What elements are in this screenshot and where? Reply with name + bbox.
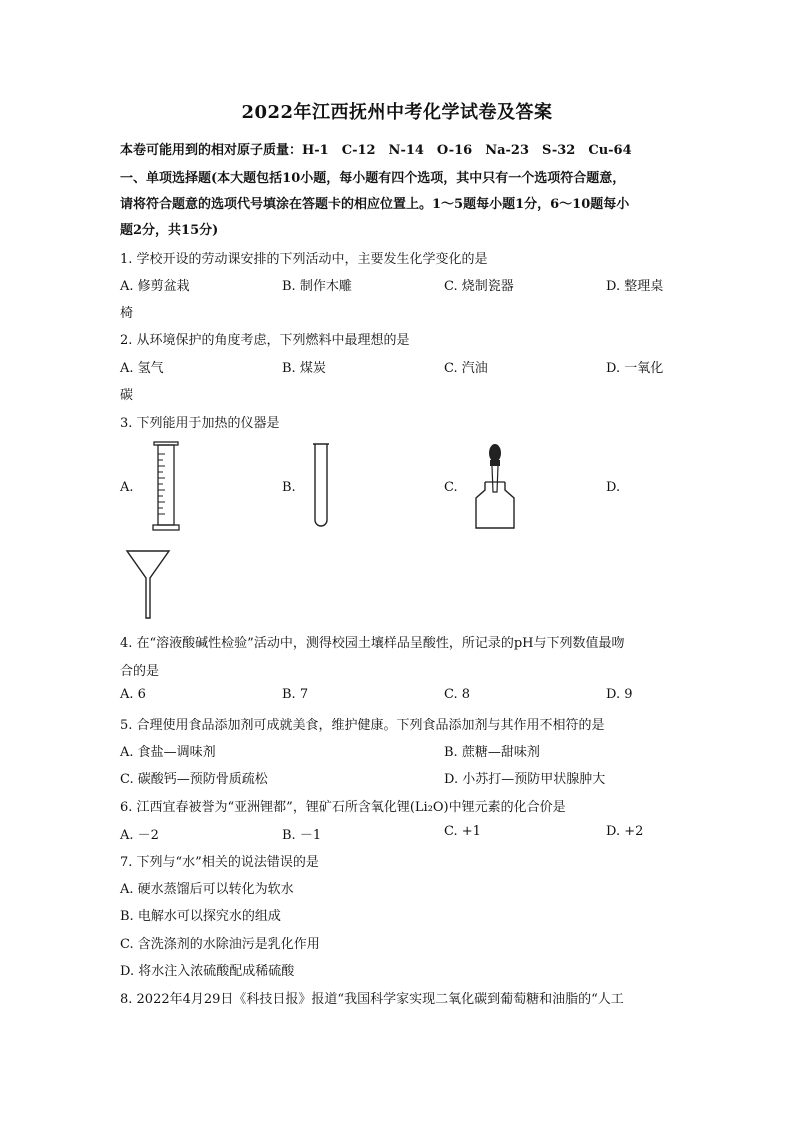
q5-option-c: C. 碳酸钙—预防骨质疏松 (120, 772, 268, 787)
dropper-bottle-icon (470, 442, 520, 532)
q4-option-d: D. 9 (606, 687, 633, 702)
q2-option-b: B. 煤炭 (282, 361, 326, 376)
q5-option-a: A. 食盐—调味剂 (120, 745, 216, 760)
q4-stem-continued: 合的是 (120, 664, 160, 679)
q3-stem: 3. 下列能用于加热的仪器是 (120, 416, 280, 431)
q6-option-c: C. +1 (444, 824, 481, 839)
q7-option-c: C. 含洗涤剂的水除油污是乳化作用 (120, 937, 320, 952)
q1-stem: 1. 学校开设的劳动课安排的下列活动中，主要发生化学变化的是 (120, 252, 488, 267)
q7-option-b: B. 电解水可以探究水的组成 (120, 909, 281, 924)
atomic-mass-line: 本卷可能用到的相对原子质量：H-1 C-12 N-14 O-16 Na-23 S-32 Cu-64 (120, 143, 632, 158)
q5-option-b: B. 蔗糖—甜味剂 (444, 745, 540, 760)
section-heading-line-3: 题2分，共15分) (120, 223, 219, 238)
q3-option-c: C. (444, 480, 458, 495)
funnel-icon (124, 548, 172, 622)
q7-stem: 7. 下列与“水”相关的说法错误的是 (120, 855, 319, 870)
q7-option-a: A. 硬水蒸馏后可以转化为软水 (120, 882, 294, 897)
page-title: 2022年江西抚州中考化学试卷及答案 (241, 102, 553, 123)
q3-option-d: D. (606, 480, 621, 495)
q2-option-c: C. 汽油 (444, 361, 488, 376)
q4-stem: 4. 在“溶液酸碱性检验”活动中，测得校园土壤样品呈酸性，所记录的pH与下列数值最吻 (120, 636, 625, 651)
q7-option-d: D. 将水注入浓硫酸配成稀硫酸 (120, 964, 295, 979)
q2-option-d: D. 一氧化 (606, 361, 664, 376)
q6-option-a: A. －2 (120, 828, 159, 843)
q4-option-b: B. 7 (282, 687, 309, 702)
section-heading-line-2: 请将符合题意的选项代号填涂在答题卡的相应位置上。1～5题每小题1分，6～10题每小 (120, 197, 630, 212)
q2-option-a: A. 氢气 (120, 361, 164, 376)
q1-option-c: C. 烧制瓷器 (444, 279, 514, 294)
graduated-cylinder-icon (152, 440, 186, 532)
q1-option-b: B. 制作木雕 (282, 279, 352, 294)
q1-option-a: A. 修剪盆栽 (120, 279, 190, 294)
q4-option-a: A. 6 (120, 687, 146, 702)
q2-option-d-continued: 碳 (120, 388, 134, 403)
q1-option-d-continued: 椅 (120, 306, 134, 321)
q4-option-c: C. 8 (444, 687, 471, 702)
q3-option-a: A. (120, 480, 134, 495)
q3-option-b: B. (282, 480, 296, 495)
test-tube-icon (310, 442, 334, 532)
q5-stem: 5. 合理使用食品添加剂可成就美食，维护健康。下列食品添加剂与其作用不相符的是 (120, 718, 605, 733)
section-heading-line-1: 一、单项选择题(本大题包括10小题，每小题有四个选项，其中只有一个选项符合题意， (120, 171, 626, 186)
q2-stem: 2. 从环境保护的角度考虑，下列燃料中最理想的是 (120, 333, 410, 348)
q6-option-b: B. －1 (282, 828, 322, 843)
q6-option-d: D. +2 (606, 824, 644, 839)
q8-stem: 8. 2022年4月29日《科技日报》报道“我国科学家实现二氧化碳到葡萄糖和油脂的“人工 (120, 992, 624, 1007)
q1-option-d: D. 整理桌 (606, 279, 664, 294)
q5-option-d: D. 小苏打—预防甲状腺肿大 (444, 772, 606, 787)
q6-stem: 6. 江西宜春被誉为“亚洲锂都”，锂矿石所含氧化锂(Li₂O)中锂元素的化合价是 (120, 800, 566, 815)
